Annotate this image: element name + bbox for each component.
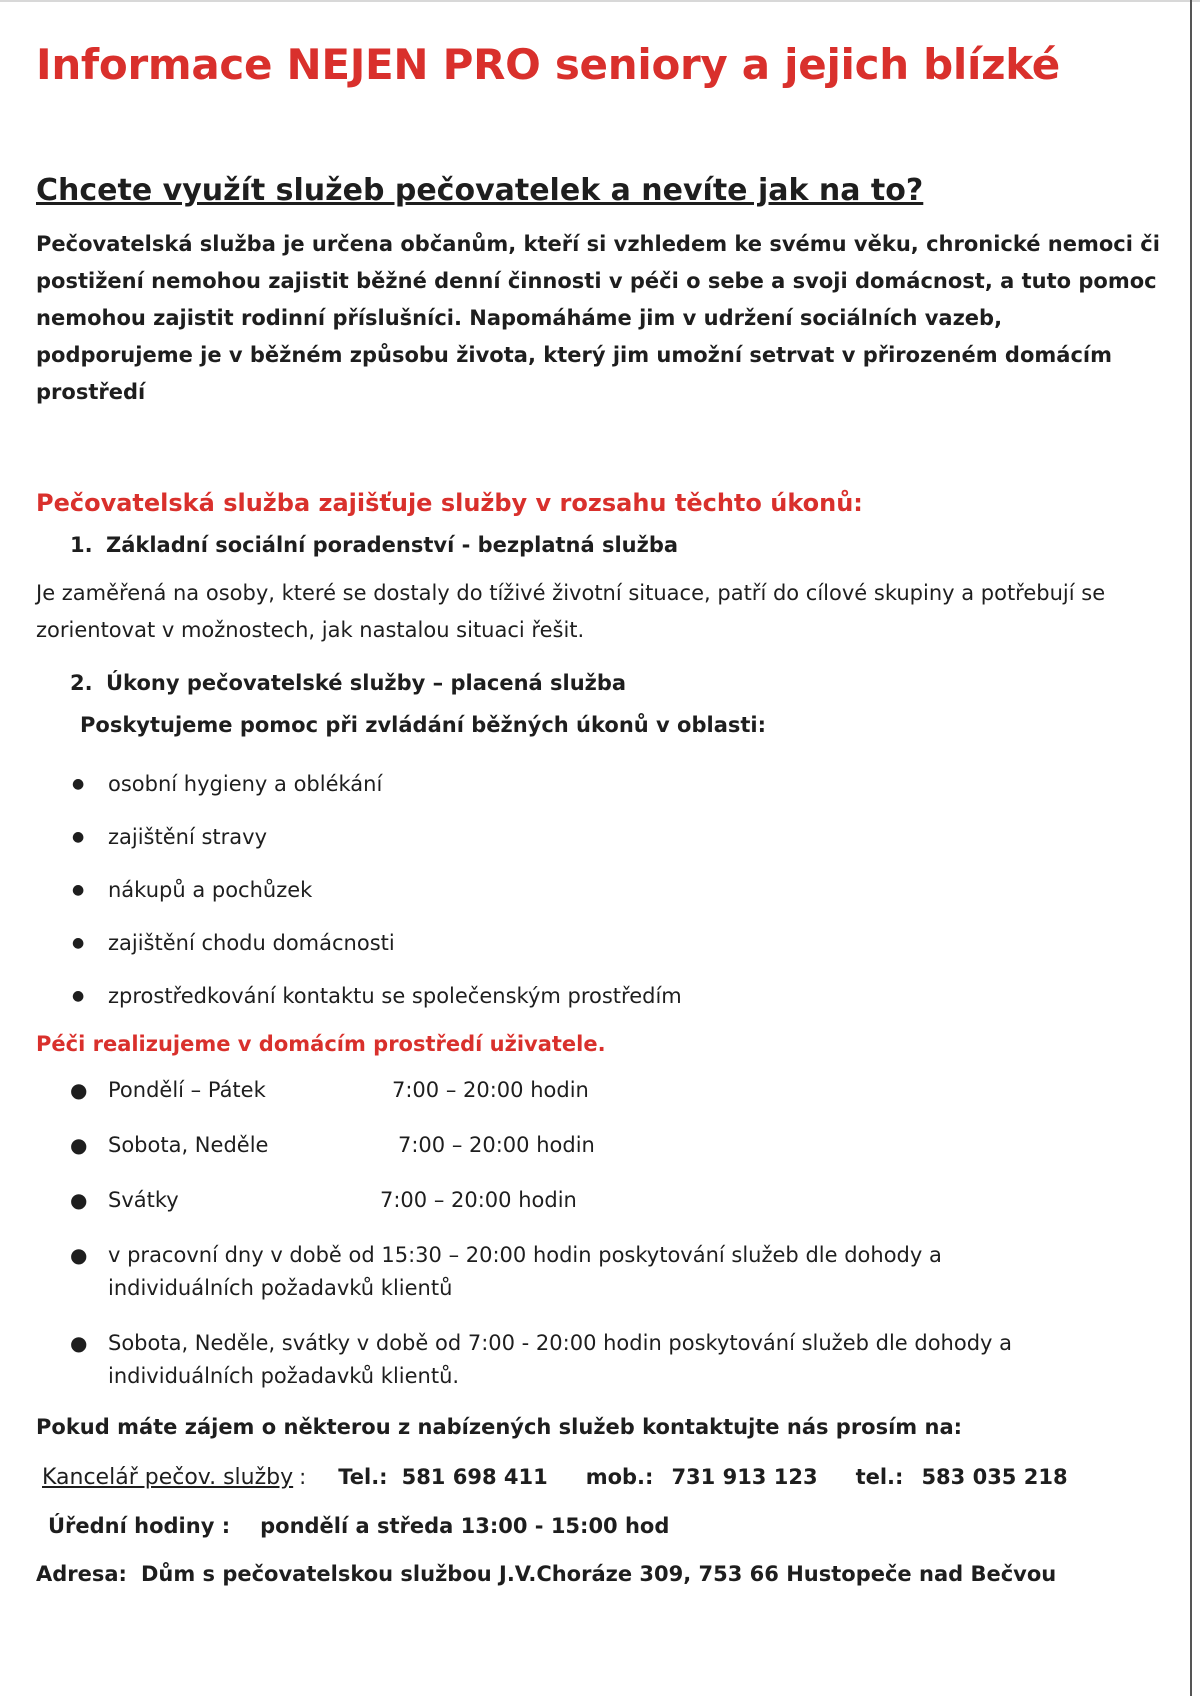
office-hours-row (48, 1514, 1160, 1538)
bullet-icon: ● (72, 987, 85, 1004)
tel2-number[interactable]: 583 035 218 (921, 1465, 1068, 1489)
tel2-label: tel.: (855, 1465, 904, 1489)
numbered-item-2 (70, 671, 1160, 695)
note-text: Sobota, Neděle, svátky v době od 7:00 - 20:00 hodin poskytování služeb dle dohody a individuálních požadavků klientů. (108, 1331, 1013, 1388)
bullet-icon: ● (70, 1078, 88, 1102)
item-number: 2. (70, 671, 93, 695)
services-heading: Pečovatelská služba zajišťuje služby v rozsahu těchto úkonů: (36, 489, 863, 517)
contact-question: Pokud máte zájem o některou z nabízených služeb kontaktujte nás prosím na: (36, 1415, 963, 1439)
numbered-item-1 (70, 533, 1160, 557)
item-label: Úkony pečovatelské služby – placená služba (106, 671, 627, 695)
item1-description: Je zaměřená na osoby, které se dostaly do tíživé životní situace, patří do cílové skupiny a potřebují se zorientovat v možnostech, jak nastalou situaci řešit. (36, 581, 1106, 642)
hours-row (36, 1074, 1160, 1107)
hours-time: 7:00 – 20:00 hodin (380, 1188, 577, 1212)
note-row (36, 1327, 1160, 1393)
mob-label: mob.: (585, 1465, 654, 1489)
help-list (36, 757, 1160, 1022)
bullet-icon: ● (70, 1133, 88, 1157)
list-item: ● zprostředkování kontaktu se společenským prostředím (36, 969, 1160, 1022)
scan-edge-top (0, 0, 1200, 2)
subtitle: Chcete využít služeb pečovatelek a nevíte jak na to? (36, 173, 924, 208)
office-separator: : (299, 1465, 307, 1489)
office-label: Kancelář pečov. služby (42, 1465, 294, 1490)
hours-row (36, 1129, 1160, 1162)
hours-day: Sobota, Neděle (108, 1133, 269, 1157)
list-item: ● osobní hygieny a oblékání (36, 757, 1160, 810)
list-item: ● zajištění chodu domácnosti (36, 916, 1160, 969)
office-hours-label: Úřední hodiny : (48, 1514, 231, 1538)
office-hours-value: pondělí a středa 13:00 - 15:00 hod (260, 1514, 670, 1538)
bullet-icon: ● (72, 775, 85, 792)
care-heading: Péči realizujeme v domácím prostředí uživatele. (36, 1032, 606, 1056)
list-item: ● nákupů a pochůzek (36, 863, 1160, 916)
bullet-icon: ● (70, 1188, 88, 1212)
hours-day: Svátky (108, 1188, 179, 1212)
bullet-icon: ● (70, 1243, 88, 1267)
note-row (36, 1239, 1160, 1305)
bullet-icon: ● (72, 934, 85, 951)
hours-row (36, 1184, 1160, 1217)
help-heading: Poskytujeme pomoc při zvládání běžných úkonů v oblasti: (80, 713, 767, 737)
bullet-icon: ● (72, 828, 85, 845)
intro-paragraph: Pečovatelská služba je určena občanům, kteří si vzhledem ke svému věku, chronické nemoci či postižení nemohou zajistit běžné denní činnosti v péči o sebe a svoji domácnost, a tuto pomoc nemohou zajistit rodinní příslušníci. Napomáháme jim v udržení sociálních vazeb, podporujeme je v běžném způsobu života, který jim umožní setrvat v přirozeném domácím prostředí (36, 232, 1160, 404)
office-contact-row (42, 1465, 1160, 1490)
item-label: Základní sociální poradenství - bezplatná služba (106, 533, 679, 557)
page-title: Informace NEJEN PRO seniory a jejich blízké (36, 40, 1060, 89)
hours-day: Pondělí – Pátek (108, 1078, 266, 1102)
bullet-icon: ● (70, 1331, 88, 1355)
address-value: Dům s pečovatelskou službou J.V.Choráze 309, 753 66 Hustopeče nad Bečvou (140, 1562, 1057, 1586)
list-item: ● zajištění stravy (36, 810, 1160, 863)
address-row (36, 1562, 1160, 1586)
mob-number[interactable]: 731 913 123 (671, 1465, 818, 1489)
scan-edge-right (1190, 0, 1192, 1696)
hours-time: 7:00 – 20:00 hodin (398, 1133, 595, 1157)
tel-number[interactable]: 581 698 411 (401, 1465, 548, 1489)
hours-list (36, 1074, 1160, 1393)
item-number: 1. (70, 533, 93, 557)
bullet-icon: ● (72, 881, 85, 898)
address-label: Adresa: (36, 1562, 127, 1586)
hours-time: 7:00 – 20:00 hodin (392, 1078, 589, 1102)
note-text: v pracovní dny v době od 15:30 – 20:00 hodin poskytování služeb dle dohody a individuálních požadavků klientů (108, 1243, 942, 1300)
tel-label: Tel.: (338, 1465, 388, 1489)
